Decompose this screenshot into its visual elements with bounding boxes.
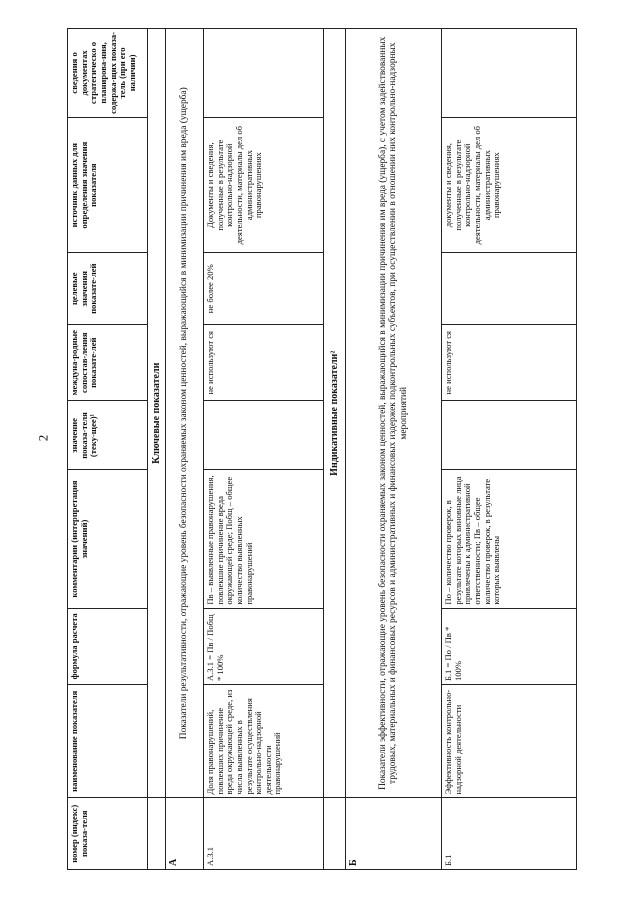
indicative-section-description: Показатели эффективности, отражающие уровень безопасности охраняемых законом ценностей, выражающийся в минимизации причинения им вреда (ущерба), с учетом задействованных трудовых, материальных и финансовых ресурсов и административных и финансовых издержек подконтрольных субъектов, при осуществлении в отношении них контрольно-надзорных мероприятий: [346, 29, 442, 798]
row-source: Документы и сведения, полученные в результате контрольно-надзорной деятельности, материалы дел об административных правонарушениях: [204, 117, 324, 253]
row-name: Доля правонарушений, повлекших причинение вреда окружающей среде, из числа выявленных в результате осуществления контрольно-надзорной деятельности правонарушений: [204, 685, 324, 798]
row-comment: Пв – выявленные правонарушения, повлекшие причинение вреда окружающей среде; Побщ – общее количество выявленных правонарушений: [204, 470, 324, 608]
indicative-section-description-row: [346, 29, 442, 870]
indicative-section-title-row: [324, 29, 346, 870]
row-code: А.3.1: [204, 798, 324, 870]
indicative-section-title: Индикативные показатели²: [324, 29, 346, 798]
header-name: наименование показателя: [68, 685, 148, 798]
row-intl: не используют ся: [204, 324, 324, 400]
row-comment: По – количество проверок, в результате которых виновные лица привлечены к административной ответственности; Пв – общее количество проверок, в результате которых выявлены: [442, 470, 577, 608]
row-formula: А.3.1 = Пв / Побщ * 100%: [204, 608, 324, 684]
header-target: целевые значения показате-лей: [68, 253, 148, 325]
indicators-table: [67, 28, 577, 870]
row-formula: Б.1 = По / Пв * 100%: [442, 608, 577, 684]
rotated-table-area: [67, 28, 577, 870]
row-docs: [204, 29, 324, 118]
row-code: Б.1: [442, 798, 577, 870]
header-row: [68, 29, 148, 870]
key-section-description: Показатели результативности, отражающие уровень безопасности охраняемых законом ценностей, выражающийся в минимизации причинения им вреда (ущерба): [166, 29, 204, 798]
key-section-code: А: [166, 798, 204, 870]
page-number: 2: [35, 434, 51, 442]
header-formula: формула расчета: [68, 608, 148, 684]
header-intl: междуна-родные сопостав-ления показате-лей: [68, 324, 148, 400]
row-value: [204, 401, 324, 470]
table-row: [204, 29, 324, 870]
row-target: не более 20%: [204, 253, 324, 325]
row-source: документы и сведения, полученные в результате контрольно-надзорной деятельности, материалы дел об административных правонарушениях: [442, 117, 577, 253]
table-row: [442, 29, 577, 870]
header-source: источник данных для определения значения показателя: [68, 117, 148, 253]
row-intl: не используют ся: [442, 324, 577, 400]
key-section-description-row: [166, 29, 204, 870]
header-docs: сведения о документах стратегическо о планирова-ния, содержа-щих показа-тель (при его наличии): [68, 29, 148, 118]
row-value: [442, 401, 577, 470]
row-target: [442, 253, 577, 325]
row-docs: [442, 29, 577, 118]
row-name: Эффективность контрольно-надзорной деятельности: [442, 685, 577, 798]
key-section-title: Ключевые показатели: [148, 29, 166, 798]
header-comment: комментарии (интерпретация значений): [68, 470, 148, 608]
indicative-section-code: Б: [346, 798, 442, 870]
header-code: номер (индекс) показа-теля: [68, 798, 148, 870]
key-section-title-row: [148, 29, 166, 870]
header-value: значение показа-теля (теку-щее)¹: [68, 401, 148, 470]
